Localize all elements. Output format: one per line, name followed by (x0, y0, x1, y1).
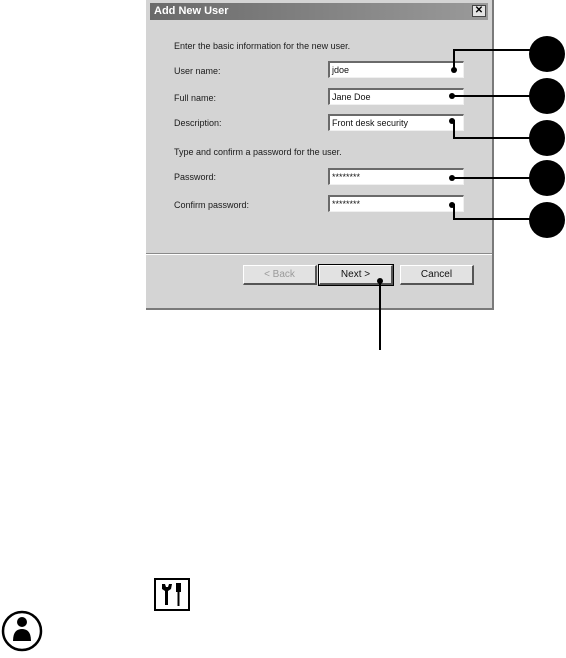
callout-line-1 (453, 49, 533, 51)
callout-circle-3 (529, 120, 565, 156)
back-button[interactable]: < Back (243, 265, 317, 285)
tools-icon (154, 578, 190, 611)
close-button[interactable] (472, 5, 486, 17)
add-new-user-dialog (146, 0, 494, 310)
cancel-button[interactable]: Cancel (400, 265, 474, 285)
button-separator (146, 253, 492, 255)
callout-dot-3 (449, 118, 455, 124)
callout-line-2 (453, 95, 533, 97)
callout-line-5 (453, 218, 533, 220)
callout-circle-2 (529, 78, 565, 114)
window-title: Add New User (154, 5, 229, 17)
confirm-password-input[interactable]: ******** (328, 195, 464, 212)
confirm-password-label: Confirm password: (174, 200, 250, 210)
intro-text: Enter the basic information for the new user. (174, 41, 351, 51)
user-name-label: User name: (174, 66, 221, 76)
user-name-input[interactable]: jdoe (328, 61, 464, 78)
close-icon: ✕ (474, 5, 484, 16)
description-input[interactable]: Front desk security (328, 114, 464, 131)
callout-dot-1 (451, 67, 457, 73)
callout-circle-1 (529, 36, 565, 72)
person-icon (0, 605, 44, 653)
callout-line-4 (453, 177, 533, 179)
callout-dot-next (377, 278, 383, 284)
description-label: Description: (174, 118, 222, 128)
next-button[interactable]: Next > (319, 265, 393, 285)
title-bar (150, 3, 488, 20)
full-name-input[interactable]: Jane Doe (328, 88, 464, 105)
wrench-screwdriver-icon (156, 580, 188, 609)
password-input[interactable]: ******** (328, 168, 464, 185)
callout-line-3 (453, 137, 533, 139)
callout-dot-2 (449, 93, 455, 99)
callout-circle-5 (529, 202, 565, 238)
callout-dot-5 (449, 202, 455, 208)
password-intro-text: Type and confirm a password for the user. (174, 147, 342, 157)
full-name-label: Full name: (174, 93, 217, 103)
callout-dot-4 (449, 175, 455, 181)
callout-line-next (379, 281, 381, 350)
password-label: Password: (174, 172, 217, 182)
callout-circle-4 (529, 160, 565, 196)
